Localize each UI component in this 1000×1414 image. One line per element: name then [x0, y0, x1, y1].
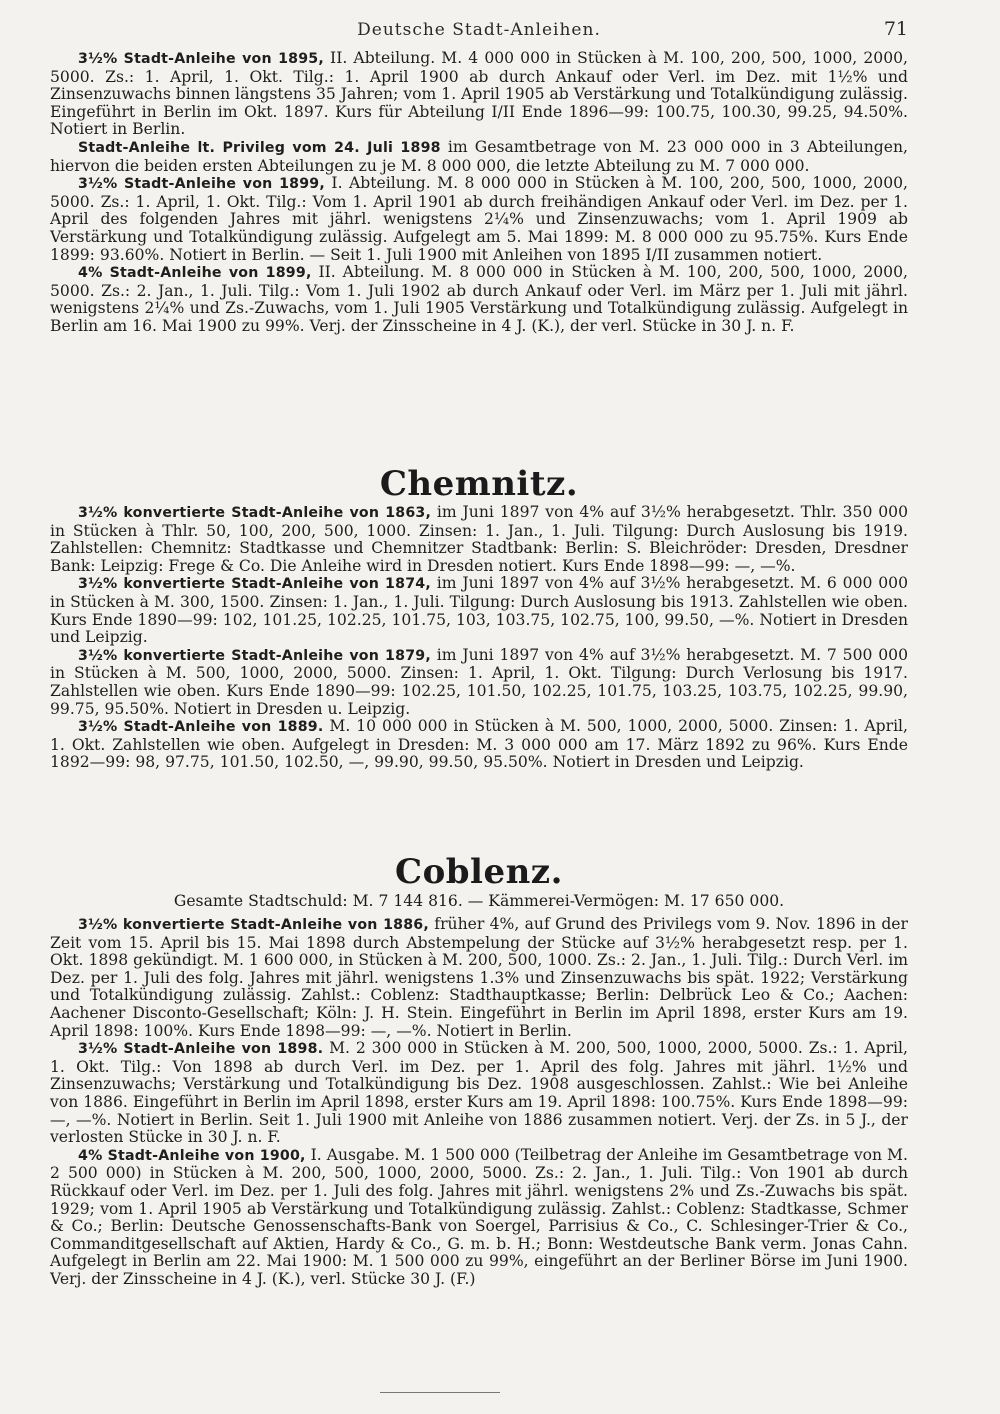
city-heading: Chemnitz. — [379, 464, 579, 504]
loan-title: Stadt-Anleihe lt. Privileg vom 24. Juli 1898 — [78, 139, 441, 156]
document-page — [50, 14, 909, 1288]
loan-text: im Juni 1897 von 4% auf 3½% herabgesetzt. M. 7 500 000 in Stücken à M. 500, 1000, 2000, 5000. Zinsen: 1. April, 1. Okt. Tilgung: Durch Verlosung bis 1917. Zahlstellen wie oben. Kurs Ende 1890—99: 102.25, 101.50, 102.25, 101.75, 103.25, 103.75, 102.25, 99.90, 99.75, 95.50%. Notiert in Dresden u. Leipzig. — [50, 645, 908, 718]
loan-text: II. Abteilung. M. 8 000 000 in Stücken à M. 100, 200, 500, 1000, 2000, 5000. Zs.: 2. Jan., 1. Juli. Tilg.: Vom 1. Juli 1902 ab durch Ankauf oder Verl. im März per 1. Juli mit jährl. wenigstens 2¼% und Zs.-Zuwachs, vom 1. Juli 1905 Verstärkung und Totalkündigung zulässig. Aufgelegt in Berlin am 16. Mai 1900 zu 99%. Verj. der Zinsscheine in 4 J. (K.), der verl. Stücke in 30 J. n. F. — [50, 263, 908, 335]
loan-text: im Gesamtbetrage von M. 23 000 000 in 3 Abteilungen, hiervon die beiden ersten Abteilungen zu je M. 8 000 000, die letzte Abteilung zu M. 7 000 000. — [50, 137, 908, 175]
loan-entry — [50, 264, 908, 335]
loan-title: 3½% Stadt-Anleihe von 1899, — [78, 176, 325, 193]
loan-entry — [50, 1040, 908, 1147]
loan-title: 3½% konvertierte Stadt-Anleihe von 1879, — [78, 647, 431, 664]
loan-entry — [50, 139, 908, 175]
loan-entry — [50, 50, 908, 139]
loan-entry — [50, 1147, 908, 1289]
running-head — [50, 14, 908, 50]
loan-entry — [50, 504, 908, 575]
loan-text: im Juni 1897 von 4% auf 3½% herabgesetzt. M. 6 000 000 in Stücken à M. 300, 1500. Zinsen: 1. Jan., 1. Juli. Tilgung: Durch Auslosung bis 1913. Zahlstellen wie oben. Kurs Ende 1890—99: 102, 101.25, 102.25, 101.75, 103, 103.75, 102.75, 100, 99.50, —%. Notiert in Dresden und Leipzig. — [50, 574, 908, 647]
section-berlin-continued — [50, 50, 908, 450]
loan-text: M. 10 000 000 in Stücken à M. 500, 1000, 2000, 5000. Zinsen: 1. April, 1. Okt. Zahlstellen wie oben. Aufgelegt in Dresden: M. 3 000 000 am 17. März 1892 zu 96%. Kurs Ende 1892—99: 98, 97.75, 101.50, 102.50, —, 99.90, 99.50, 95.50%. Notiert in Dresden und Leipzig. — [50, 717, 909, 772]
loan-text: II. Abteilung. M. 4 000 000 in Stücken à M. 100, 200, 500, 1000, 2000, 5000. Zs.: 1. April, 1. Okt. Tilg.: 1. April 1900 ab durch Ankauf oder Verl. im Dez. mit 1½% und Zinsenzuwachs binnen längstens 35 Jahren; vom 1. April 1905 ab Verstärkung und Totalkündigung zulässig. Eingeführt in Berlin im Okt. 1897. Kurs für Abteilung I/II Ende 1896—99: 100.75, 100.30, 99.25, 94.50%. Notiert in Berlin. — [50, 49, 908, 139]
loan-title: 3½% Stadt-Anleihe von 1898. — [78, 1041, 324, 1058]
section-chemnitz — [50, 464, 908, 772]
loan-title: 3½% Stadt-Anleihe von 1895, — [78, 51, 324, 67]
loan-title: 3½% konvertierte Stadt-Anleihe von 1863, — [78, 505, 432, 521]
loan-text: früher 4%, auf Grund des Privilegs vom 9. Nov. 1896 in der Zeit vom 15. April bis 15. Mai 1898 durch Abstempelung der Stücke auf 3½% herabgesetzt resp. per 1. Okt. 1898 gekündigt. M. 1 600 000, in Stücken à M. 200, 500, 1000. Zs.: 2. Jan., 1. Juli. Tilg.: Durch Verl. im Dez. per 1. Juli des folg. Jahres mit jährl. wenigstens 1.3% und Zinsenzuwachs bis spät. 1922; Verstärkung und Totalkündigung zulässig. Zahlst.: Coblenz: Stadthauptkasse; Berlin: Delbrück Leo & Co.; Aachen: Aachener Disconto-Gesellschaft; Köln: J. H. Stein. Eingeführt in Berlin im April 1898, erster Kurs am 19. April 1898: 100%. Kurs Ende 1898—99: —, —%. Notiert in Berlin. — [50, 915, 908, 1040]
loan-entry — [50, 647, 908, 718]
city-summary: Gesamte Stadtschuld: M. 7 144 816. — Kämmerei-Vermögen: M. 17 650 000. — [173, 892, 785, 910]
loan-title: 3½% konvertierte Stadt-Anleihe von 1886, — [78, 917, 429, 933]
loan-title: 3½% Stadt-Anleihe von 1889. — [78, 719, 324, 736]
loan-entry — [50, 175, 908, 264]
loan-text: M. 2 300 000 in Stücken à M. 200, 500, 1000, 2000, 5000. Zs.: 1. April, 1. Okt. Tilg.: Von 1898 ab durch Verl. im Dez. per 1. April des folg. Jahres mit jährl. 1½% und Zinsenzuwachs; Verstärkung und Totalkündigung bis Dez. 1908 ausgeschlossen. Zahlst.: Wie bei Anleihe von 1886. Eingeführt in Berlin im April 1898, erster Kurs am 19. April 1898: 100.75%. Kurs Ende 1898—99: —, —%. Notiert in Berlin. Seit 1. Juli 1900 mit Anleihe von 1886 zusammen notiert. Verj. der Zs. in 5 J., der verlosten Stücke in 30 J. n. F. — [50, 1039, 908, 1147]
loan-entry — [50, 916, 908, 1040]
loan-title: 3½% konvertierte Stadt-Anleihe von 1874, — [78, 576, 431, 593]
loan-title: 4% Stadt-Anleihe von 1900, — [78, 1147, 306, 1164]
loan-title: 4% Stadt-Anleihe von 1899, — [78, 265, 312, 282]
running-title: Deutsche Stadt-Anleihen. — [357, 20, 601, 40]
loan-entry — [50, 575, 908, 646]
footer-rule — [380, 1392, 500, 1393]
loan-entry — [50, 718, 908, 772]
page-number: 71 — [883, 18, 908, 40]
loan-text: I. Ausgabe. M. 1 500 000 (Teilbetrag der Anleihe im Gesamtbetrage von M. 2 500 000) in Stücken à M. 200, 500, 1000, 2000, 5000. Zs.: 2. Jan., 1. Juli. Tilg.: Von 1901 ab durch Rückkauf oder Verl. im Dez. per 1. Juli des folg. Jahres mit jährl. wenigstens 2% und Zs.-Zuwachs bis spät. 1929; vom 1. April 1905 ab Verstärkung und Totalkündigung zulässig. Zahlst.: Coblenz: Stadtkasse, Schmer & Co.; Berlin: Deutsche Genossenschafts-Bank von Soergel, Parrisius & Co., C. Schlesinger-Trier & Co., Commanditgesellschaft auf Aktien, Hardy & Co., G. m. b. H.; Bonn: Westdeutsche Bank verm. Jonas Cahn. Aufgelegt in Berlin am 22. Mai 1900: M. 1 500 000 zu 99%, eingeführt an der Berliner Börse im Juni 1900. Verj. der Zinsscheine in 4 J. (K.), verl. Stücke 30 J. (F.) — [50, 1145, 908, 1288]
loan-text: im Juni 1897 von 4% auf 3½% herabgesetzt. Thlr. 350 000 in Stücken à Thlr. 50, 100, 200, 500, 1000. Zinsen: 1. Jan., 1. Juli. Tilgung: Durch Auslosung bis 1919. Zahlstellen: Chemnitz: Stadtkasse und Chemnitzer Stadtbank: Berlin: S. Bleichröder: Dresden, Dresdner Bank: Leipzig: Frege & Co. Die Anleihe wird in Dresden notiert. Kurs Ende 1898—99: —, —%. — [50, 503, 908, 575]
section-coblenz — [50, 852, 908, 1288]
city-heading: Coblenz. — [395, 852, 563, 892]
loan-text: I. Abteilung. M. 8 000 000 in Stücken à M. 100, 200, 500, 1000, 2000, 5000. Zs.: 1. April, 1. Okt. Tilg.: Vom 1. April 1901 ab durch freihändigen Ankauf oder Verl. im Dez. per 1. April des folgenden Jahres mit jährl. wenigstens 2¼% und Zinsenzuwachs; vom 1. April 1909 ab Verstärkung und Totalkündigung zulässig. Aufgelegt am 5. Mai 1899: M. 8 000 000 zu 95.75%. Kurs Ende 1899: 93.60%. Notiert in Berlin. — Seit 1. Juli 1900 mit Anleihen von 1895 I/II zusammen notiert. — [50, 174, 908, 264]
